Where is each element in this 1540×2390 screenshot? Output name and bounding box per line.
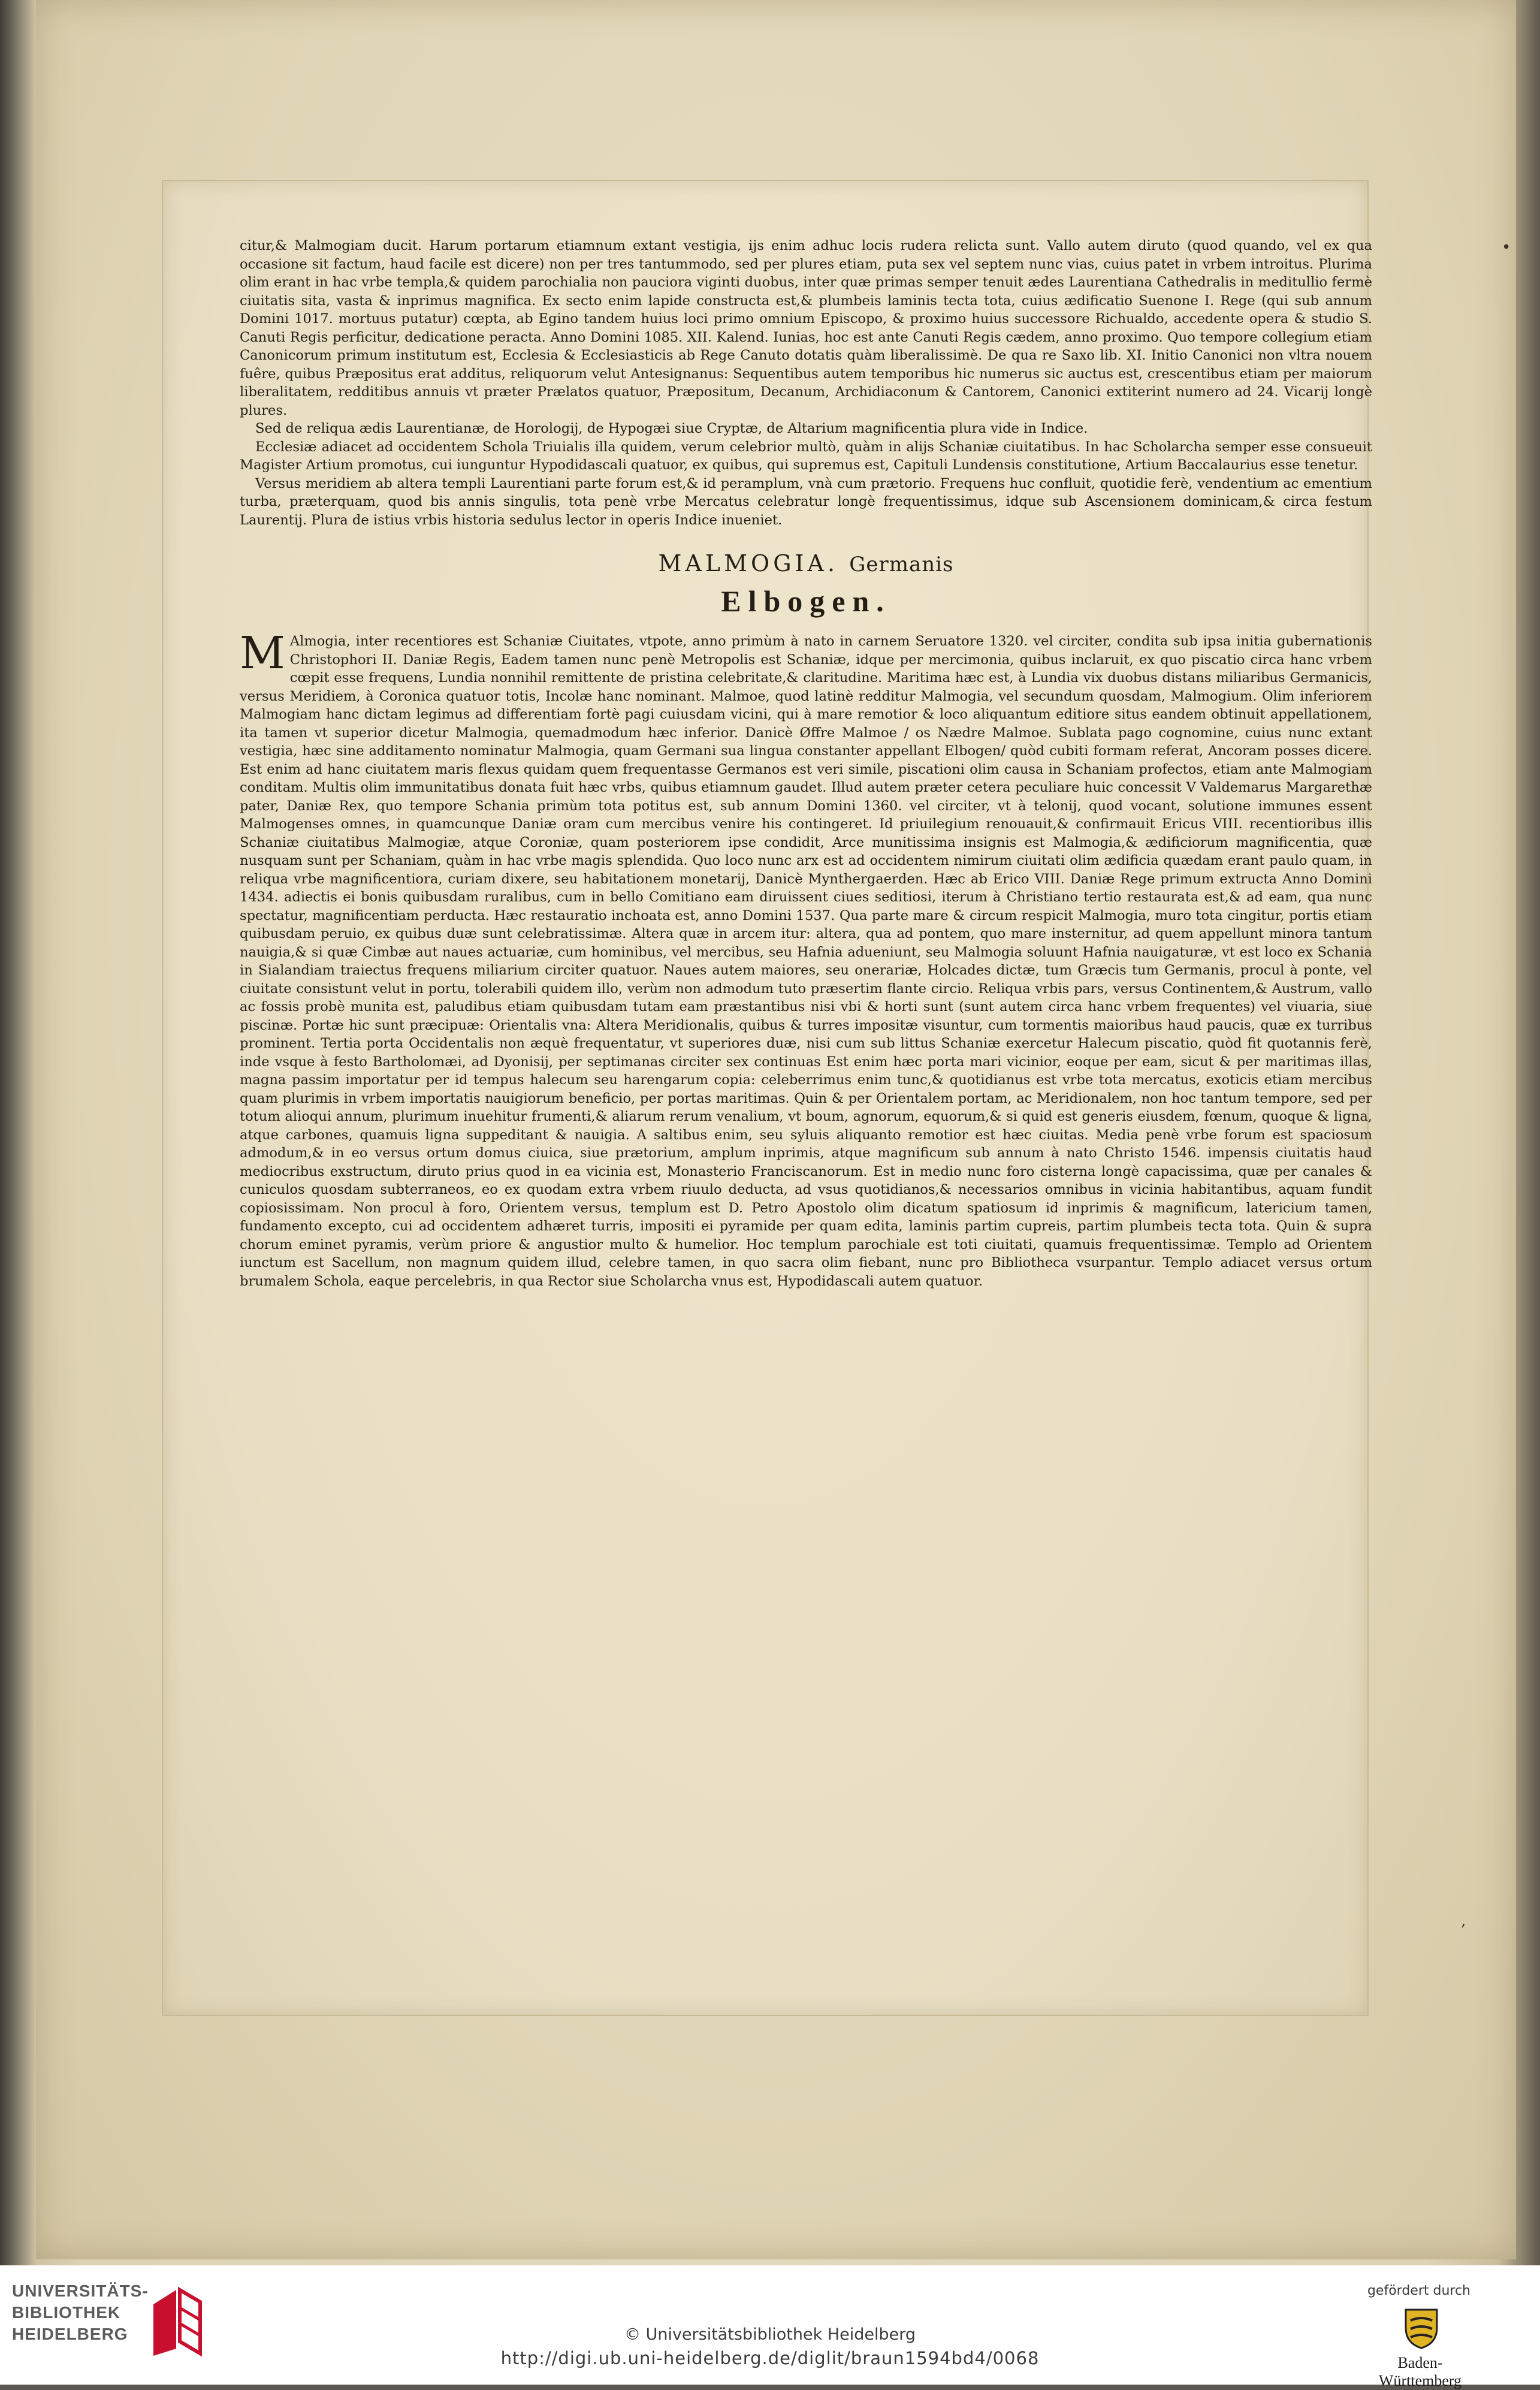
main-paragraph-text: Almogia, inter recentiores est Schaniæ Ciuitates, vtpote, anno primùm à nato in carnem Seruatore 1320. vel circiter, condita sub ipsa initia gubernationis Christophori II. Daniæ Regis, Eadem tamen nunc penè Metropolis est Schaniæ, idque per mercimonia, quibus inclaruit, ex quo piscatio circa hanc vrbem cœpit esse frequens, Lundia nonnihil remittente de pristina celebritate,& claritudine. Maritima hæc est, à Lundia vix duobus distans miliaribus Germanicis, versus Meridiem, à Coronica quatuor totis, Incolæ hanc nominant. Malmoe, quod latinè redditur Malmogia, vel secundum quosdam, Malmogium. Olim inferiorem Malmogiam hanc dictam legimus ad differentiam fortè pagi cuiusdam vicini, qui à mare remotior & loco aliquantum editiore situs eandem obtinuit appellationem, ita tamen vt superior dicetur Malmogia, quemadmodum hæc inferior. Danicè Øffre Malmoe / os Nædre Malmoe. Sublata pago cognomine, cuius nunc extant vestigia, hæc sine additamento nominatur Malmogia, quam Germani sua lingua constanter appellant Elbogen/ quòd cubiti formam referat, Ancoram posses dicere. Est enim ad hanc ciuitatem maris flexus quidam quem frequentasse Germanos est veri simile, piscationi olim causa in Schaniam profectos, etiam ante Malmogiam conditam. Multis olim immunitatibus donata fuit hæc vrbs, quibus etiamnum gaudet. Illud autem præter cetera peculiare huic concessit V Valdemarus Margarethæ pater, Daniæ Rex, quo tempore Schania primùm tota potitus est, sub annum Domini 1360. vel circiter, vt à telonij, quod vocant, solutione immunes essent Malmogenses omnes, in quamcunque Daniæ oram cum mercibus venire his contingeret. Id priuilegium renouauit,& confirmauit Ericus VIII. recentioribus illis Schaniæ ciuitatibus Malmogiæ, atque Coroniæ, quam posteriorem ipse condidit, Arce munitissima insignis est Malmogia,& ædificiorum magnificentia, quæ nusquam sunt per Schaniam, quàm in hac vrbe magis splendida. Quo loco nunc arx est ad occidentem nimirum ciuitati olim ædificia quædam erant paulo quam, in reliqua vrbe magnificentiora, curiam dixere, seu habitationem monetarij, Danicè Mynthergaerden. Hæc ab Erico VIII. Daniæ Rege primum extructa Anno Domini 1434. adiectis ei bonis quibusdam ruralibus, cum in bello Comitiano eam diruissent ciues seditiosi, iterum à Christiano tertio restaurata est,& ad eam, qua nunc spectatur, magnificentiam perducta. Hæc restauratio inchoata est, anno Domini 1537. Qua parte mare & circum respicit Malmogia, muro tota cingitur, portis etiam quibusdam peruio, ex quibus duæ sunt celebratissimæ. Altera quæ in arcem itur: altera, qua ad pontem, quo mare insternitur, ad quem appellunt minora tantum nauigia,& si quæ Cimbæ aut naues actuariæ, cum hominibus, vel mercibus, seu Hafnia adueniunt, seu Malmogia soluunt Hafnia nauigaturæ, vt est loco ex Schania in Sialandiam traiectus frequens miliarium circiter quatuor. Naues autem maiores, seu onerariæ, Holcades dictæ, tum Græcis tum Germanis, procul à ponte, vel ciuitate consistunt velut in portu, tolerabili quidem illo, verùm non admodum tuto præsertim flante circio. Reliqua vrbis pars, versus Continentem,& Austrum, vallo ac fossis probè munita est, paludibus etiam quibusdam tutam eam præstantibus nisi vbi & horti sunt (sunt autem circa hanc vrbem frequentes) vel viuaria, siue piscinæ. Portæ hic sunt præcipuæ: Orientalis vna: Altera Meridionalis, quibus & turres impositæ visuntur, cum tormentis maioribus haud paucis, quæ ex turribus prominent. Tertia porta Occidentalis non æquè frequentatur, vt superiores duæ, nisi cum sub littus Schaniæ exercetur Halecum piscatio, quòd fit quotannis ferè, inde vsque à festo Bartholomæi, ad Dyonisij, per septimanas circiter sex continuas Est enim hæc porta mari vicinior, eoque per eam, sicut & per maritimas illas, magna passim importatur per id tempus halecum seu harengarum copia: celeberrimus enim tunc,& quotidianus est vrbe tota mercatus, exoticis etiam mercibus quam plurimis in vrbem importatis nauigiorum beneficio, per portas maritimas. Quin & per Orientalem portam, ac Meridionalem, non hoc tantum tempore, sed per totum alioqui annum, plurimum inuehitur frumenti,& aliarum rerum venalium, vt boum, agnorum, equorum,& si quid est generis eiusdem, fœnum, quoque & ligna, atque carbones, quamuis ligna suppeditant & nauigia. A saltibus enim, seu syluis aliquanto remotior est hæc ciuitas. Media penè vrbe forum est spaciosum admodum,& in eo versus ortum domus ciuica, siue prætorium, amplum inprimis, atque magnificum sub annum à nato Christo 1546. impensis ciuitatis haud mediocribus exstructum, diruto prius quod in ea vicinia est, Monasterio Franciscanorum. Est in medio nunc foro cisterna longè capacissima, quæ per canales & cuniculos quosdam subterraneos, eo ex quodam extra vrbem riuulo deducta, ad vsus quotidianos,& necessarios omnibus in vicinia habitantibus, aquam fundit copiosissimam. Non procul à foro, Orientem versus, templum est D. Petro Apostolo olim dicatum spatiosum id inprimis & magnificum, latericium tamen, fundamento excepto, cui ad occidentem adhæret turris, impositi ei pyramide per quam edita, laminis partim cupreis, partim plumbeis tecta tota. Quin & supra chorum eminet pyramis, verùm priore & angustior multo & humelior. Hoc templum parochiale est toti ciuitati, quamuis frequentissimæ. Templo ad Orientem iunctum est Sacellum, non magnum quidem illud, celebre tamen, in quo sacra olim fiebant, nunc pro Bibliotheca vsurpantur. Templo adiacet versus ortum brumalem Schola, eaque percelebris, in qua Rector siue Scholarcha vnus est, Hypodidascali autem quatuor. xyxy=(240,633,1372,1289)
logo-line: UNIVERSITÄTS- xyxy=(12,2282,149,2300)
drop-cap: M xyxy=(240,627,285,679)
logo-line: HEIDELBERG xyxy=(12,2325,128,2343)
page-text xyxy=(240,237,1372,1290)
title-gothic: Elbogen. xyxy=(721,584,891,618)
paragraph-top-2: Sed de reliqua ædis Laurentianæ, de Horologij, de Hypogæi siue Cryptæ, de Altarium magnificentia plura vide in Indice. xyxy=(255,421,1088,436)
copyright-text: © Universitätsbibliothek Heidelberg xyxy=(624,2325,916,2344)
title-sub: Germanis xyxy=(849,553,954,577)
margin-mark-icon: ‚ xyxy=(1461,1912,1466,1930)
title-main: MALMOGIA. xyxy=(658,550,839,577)
main-paragraph xyxy=(240,627,1372,1290)
state-coat-of-arms-icon[interactable] xyxy=(1402,2306,1441,2350)
paragraph-top-1: citur,& Malmogiam ducit. Harum portarum etiamnum extant vestigia, ijs enim adhuc locis rudera relicta sunt. Vallo autem diruto (quod quando, vel ex qua occasione sit factum, haud facile est dicere) non per tres tantummodo, sed per plures etiam, puta sex vel septem nunc vias, cuius patet in vrbem introitus. Plurima olim erant in hac vrbe templa,& quidem parochialia non pauciora viginti duobus, inter quæ primas semper tenuit ædes Laurentiana Cathedralis in meditullio fermè ciuitatis sita, vasta & inprimus magnifica. Ex secto enim lapide constructa est,& plumbeis laminis tecta tota, cuius ædificatio Suenone I. Rege (qui sub annum Domini 1017. mortuus putatur) cœpta, ab Egino tandem huius loci primo omnium Episcopo, & proximo huius successore Richualdo, accedente opera & studio S. Canuti Regis perficitur, dedicatione peracta. Anno Domini 1085. XII. Kalend. Iunias, hoc est ante Canuti Regis cædem, anno proximo. Quo tempore collegium etiam Canonicorum primum institutum est, Ecclesia & Ecclesiasticis ab Rege Canuto dotatis quàm liberalissimè. De qua re Saxo lib. XI. Initio Canonici non vltra nouem fuêre, quibus Præpositus erat additus, reliquorum velut Antesignanus: Sequentibus autem temporibus hic numerus sic auctus est, crescentibus etiam per maiorum liberalitatem, redditibus annuis vt præter Prælatos quatuor, Præpositum, Decanum, Archidiaconum & Cantorem, Canonici extiterint numero ad 24. Vicarij longè plures. xyxy=(240,238,1372,418)
library-logo-icon xyxy=(150,2286,204,2358)
sponsor-name: Baden-Württemberg xyxy=(1378,2354,1462,2389)
section-title xyxy=(240,550,1372,578)
page-url-link[interactable]: http://digi.ub.uni-heidelberg.de/diglit/braun1594bd4/0068 xyxy=(500,2348,1040,2368)
logo-line: BIBLIOTHEK xyxy=(12,2303,121,2322)
paragraph-top-3: Ecclesiæ adiacet ad occidentem Schola Triuialis illa quidem, verum celebrior multò, quàm in alijs Schaniæ ciuitatibus. In hac Scholarcha semper esse consueuit Magister Artium promotus, cui iunguntur Hypodidascali quatuor, ex quibus, qui supremus est, Capituli Lundensis constitutione, Artium Baccalaurius esse tenetur. xyxy=(240,439,1372,473)
margin-mark-icon: • xyxy=(1502,239,1511,256)
sponsor-label: gefördert durch xyxy=(1367,2283,1471,2298)
paragraph-top-4: Versus meridiem ab altera templi Laurentiani parte forum est,& id peramplum, vnà cum prætorio. Frequens huc confluit, quotidie ferè, vendentium ac ementium turba, præterquam, quod bis annis singulis, tota penè vrbe Mercatus celebratur longè frequentissimus, idque sub Ascensionem dominicam,& circa festum Laurentij. Plura de istius vrbis historia sedulus lector in operis Indice inueniet. xyxy=(240,475,1372,528)
